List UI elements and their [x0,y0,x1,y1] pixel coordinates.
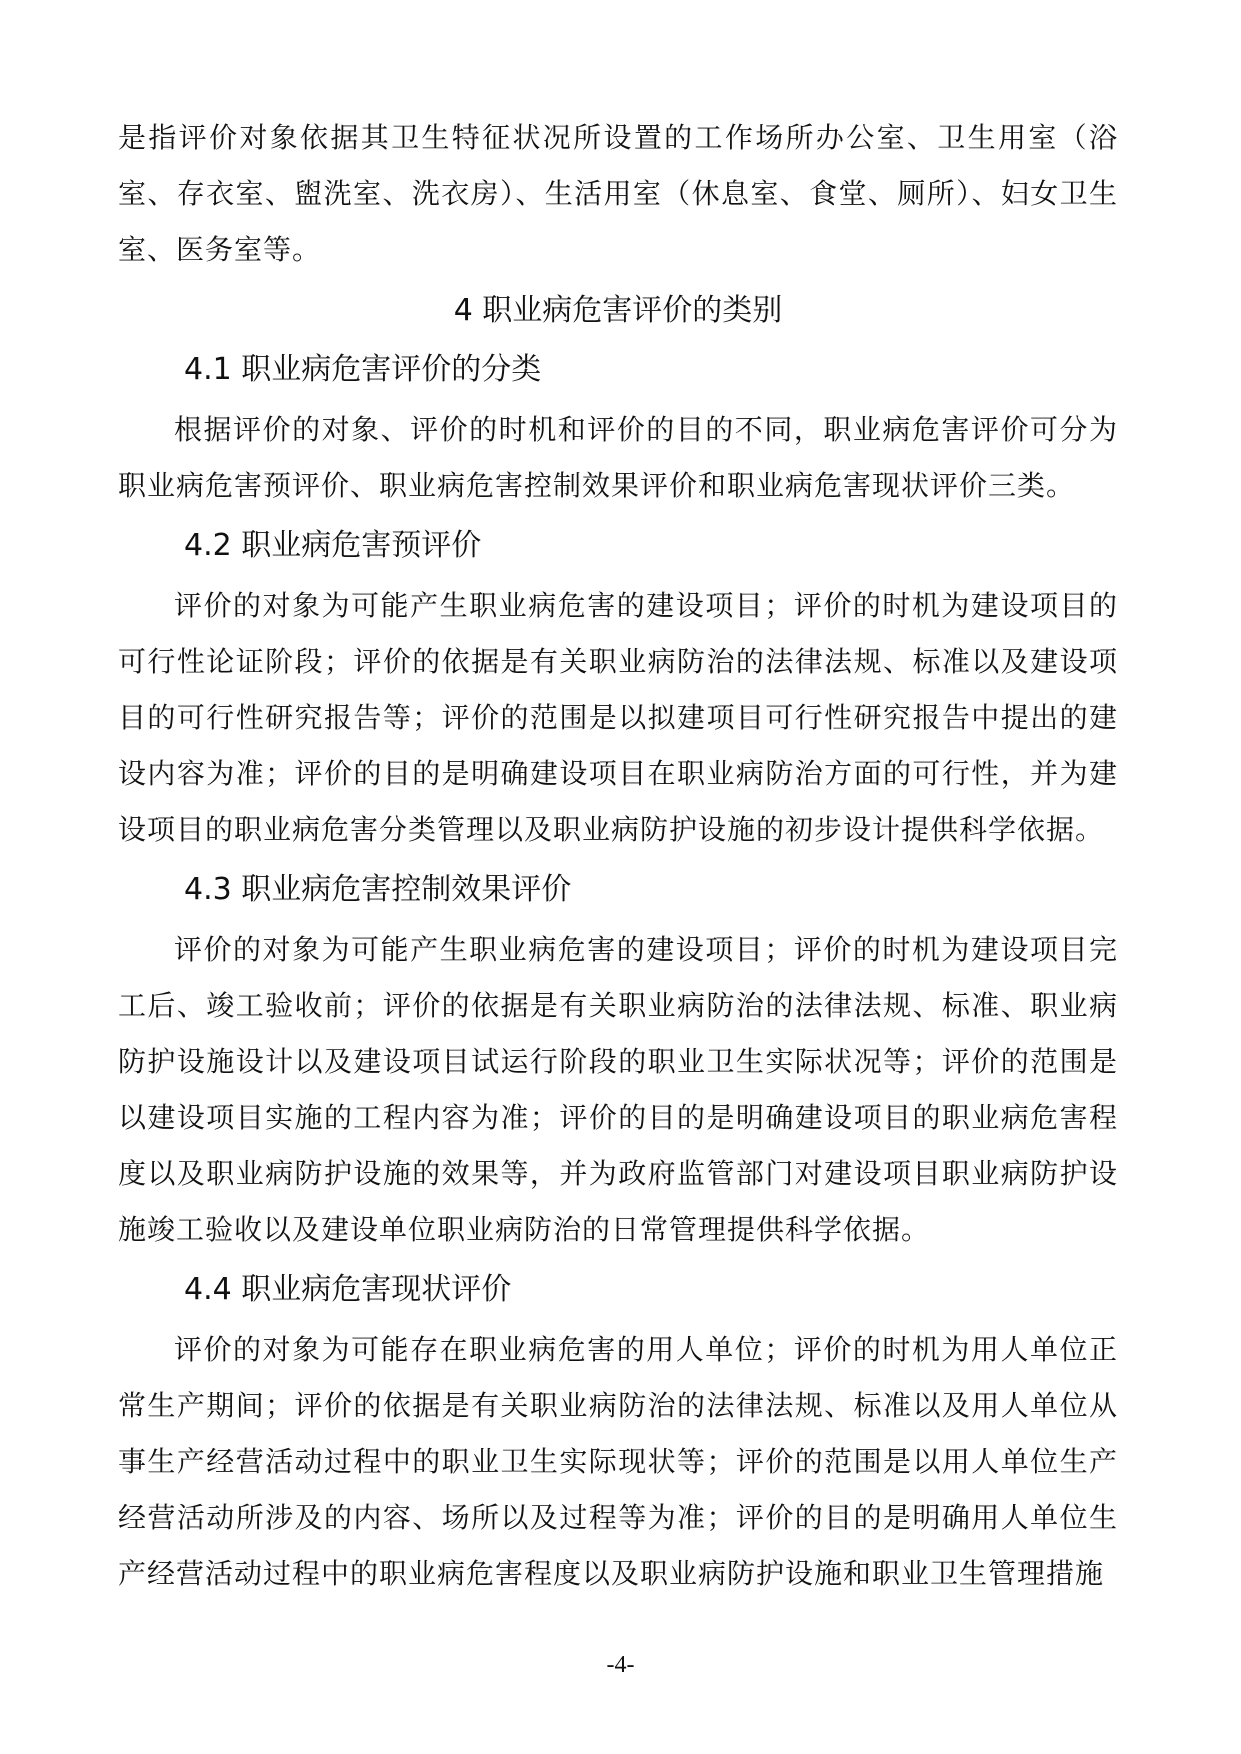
section-body: 评价的对象为可能存在职业病危害的用人单位；评价的时机为用人单位正常生产期间；评价的依据是有关职业病防治的法律法规、标准以及用人单位从事生产经营活动过程中的职业卫生实际现状等；评价的范围是以用人单位生产经营活动所涉及的内容、场所以及过程等为准；评价的目的是明确用人单位生产经营活动过程中的职业病危害程度以及职业病防护设施和职业卫生管理措施 [118,1333,1118,1590]
section-heading: 4.3 职业病危害控制效果评价 [184,872,572,907]
section-heading: 4.2 职业病危害预评价 [184,528,482,563]
section-body: 根据评价的对象、评价的时机和评价的目的不同，职业病危害评价可分为职业病危害预评价、职业病危害控制效果评价和职业病危害现状评价三类。 [118,413,1118,502]
chapter-title: 4 职业病危害评价的类别 [453,293,783,328]
intro-paragraph: 是指评价对象依据其卫生特征状况所设置的工作场所办公室、卫生用室（浴室、存衣室、盥洗室、洗衣房）、生活用室（休息室、食堂、厕所）、妇女卫生室、医务室等。 [118,121,1118,266]
section-body: 评价的对象为可能产生职业病危害的建设项目；评价的时机为建设项目完工后、竣工验收前；评价的依据是有关职业病防治的法律法规、标准、职业病防护设施设计以及建设项目试运行阶段的职业卫生实际状况等；评价的范围是以建设项目实施的工程内容为准；评价的目的是明确建设项目的职业病危害程度以及职业病防护设施的效果等，并为政府监管部门对建设项目职业病防护设施竣工验收以及建设单位职业病防治的日常管理提供科学依据。 [118,933,1118,1246]
section-heading: 4.1 职业病危害评价的分类 [184,352,542,387]
section-body: 评价的对象为可能产生职业病危害的建设项目；评价的时机为建设项目的可行性论证阶段；评价的依据是有关职业病防治的法律法规、标准以及建设项目的可行性研究报告等；评价的范围是以拟建项目可行性研究报告中提出的建设内容为准；评价的目的是明确建设项目在职业病防治方面的可行性，并为建设项目的职业病危害分类管理以及职业病防护设施的初步设计提供科学依据。 [118,589,1118,846]
section-heading: 4.4 职业病危害现状评价 [184,1272,512,1307]
document-page [118,110,1118,1602]
page-number: -4- [606,1652,635,1678]
